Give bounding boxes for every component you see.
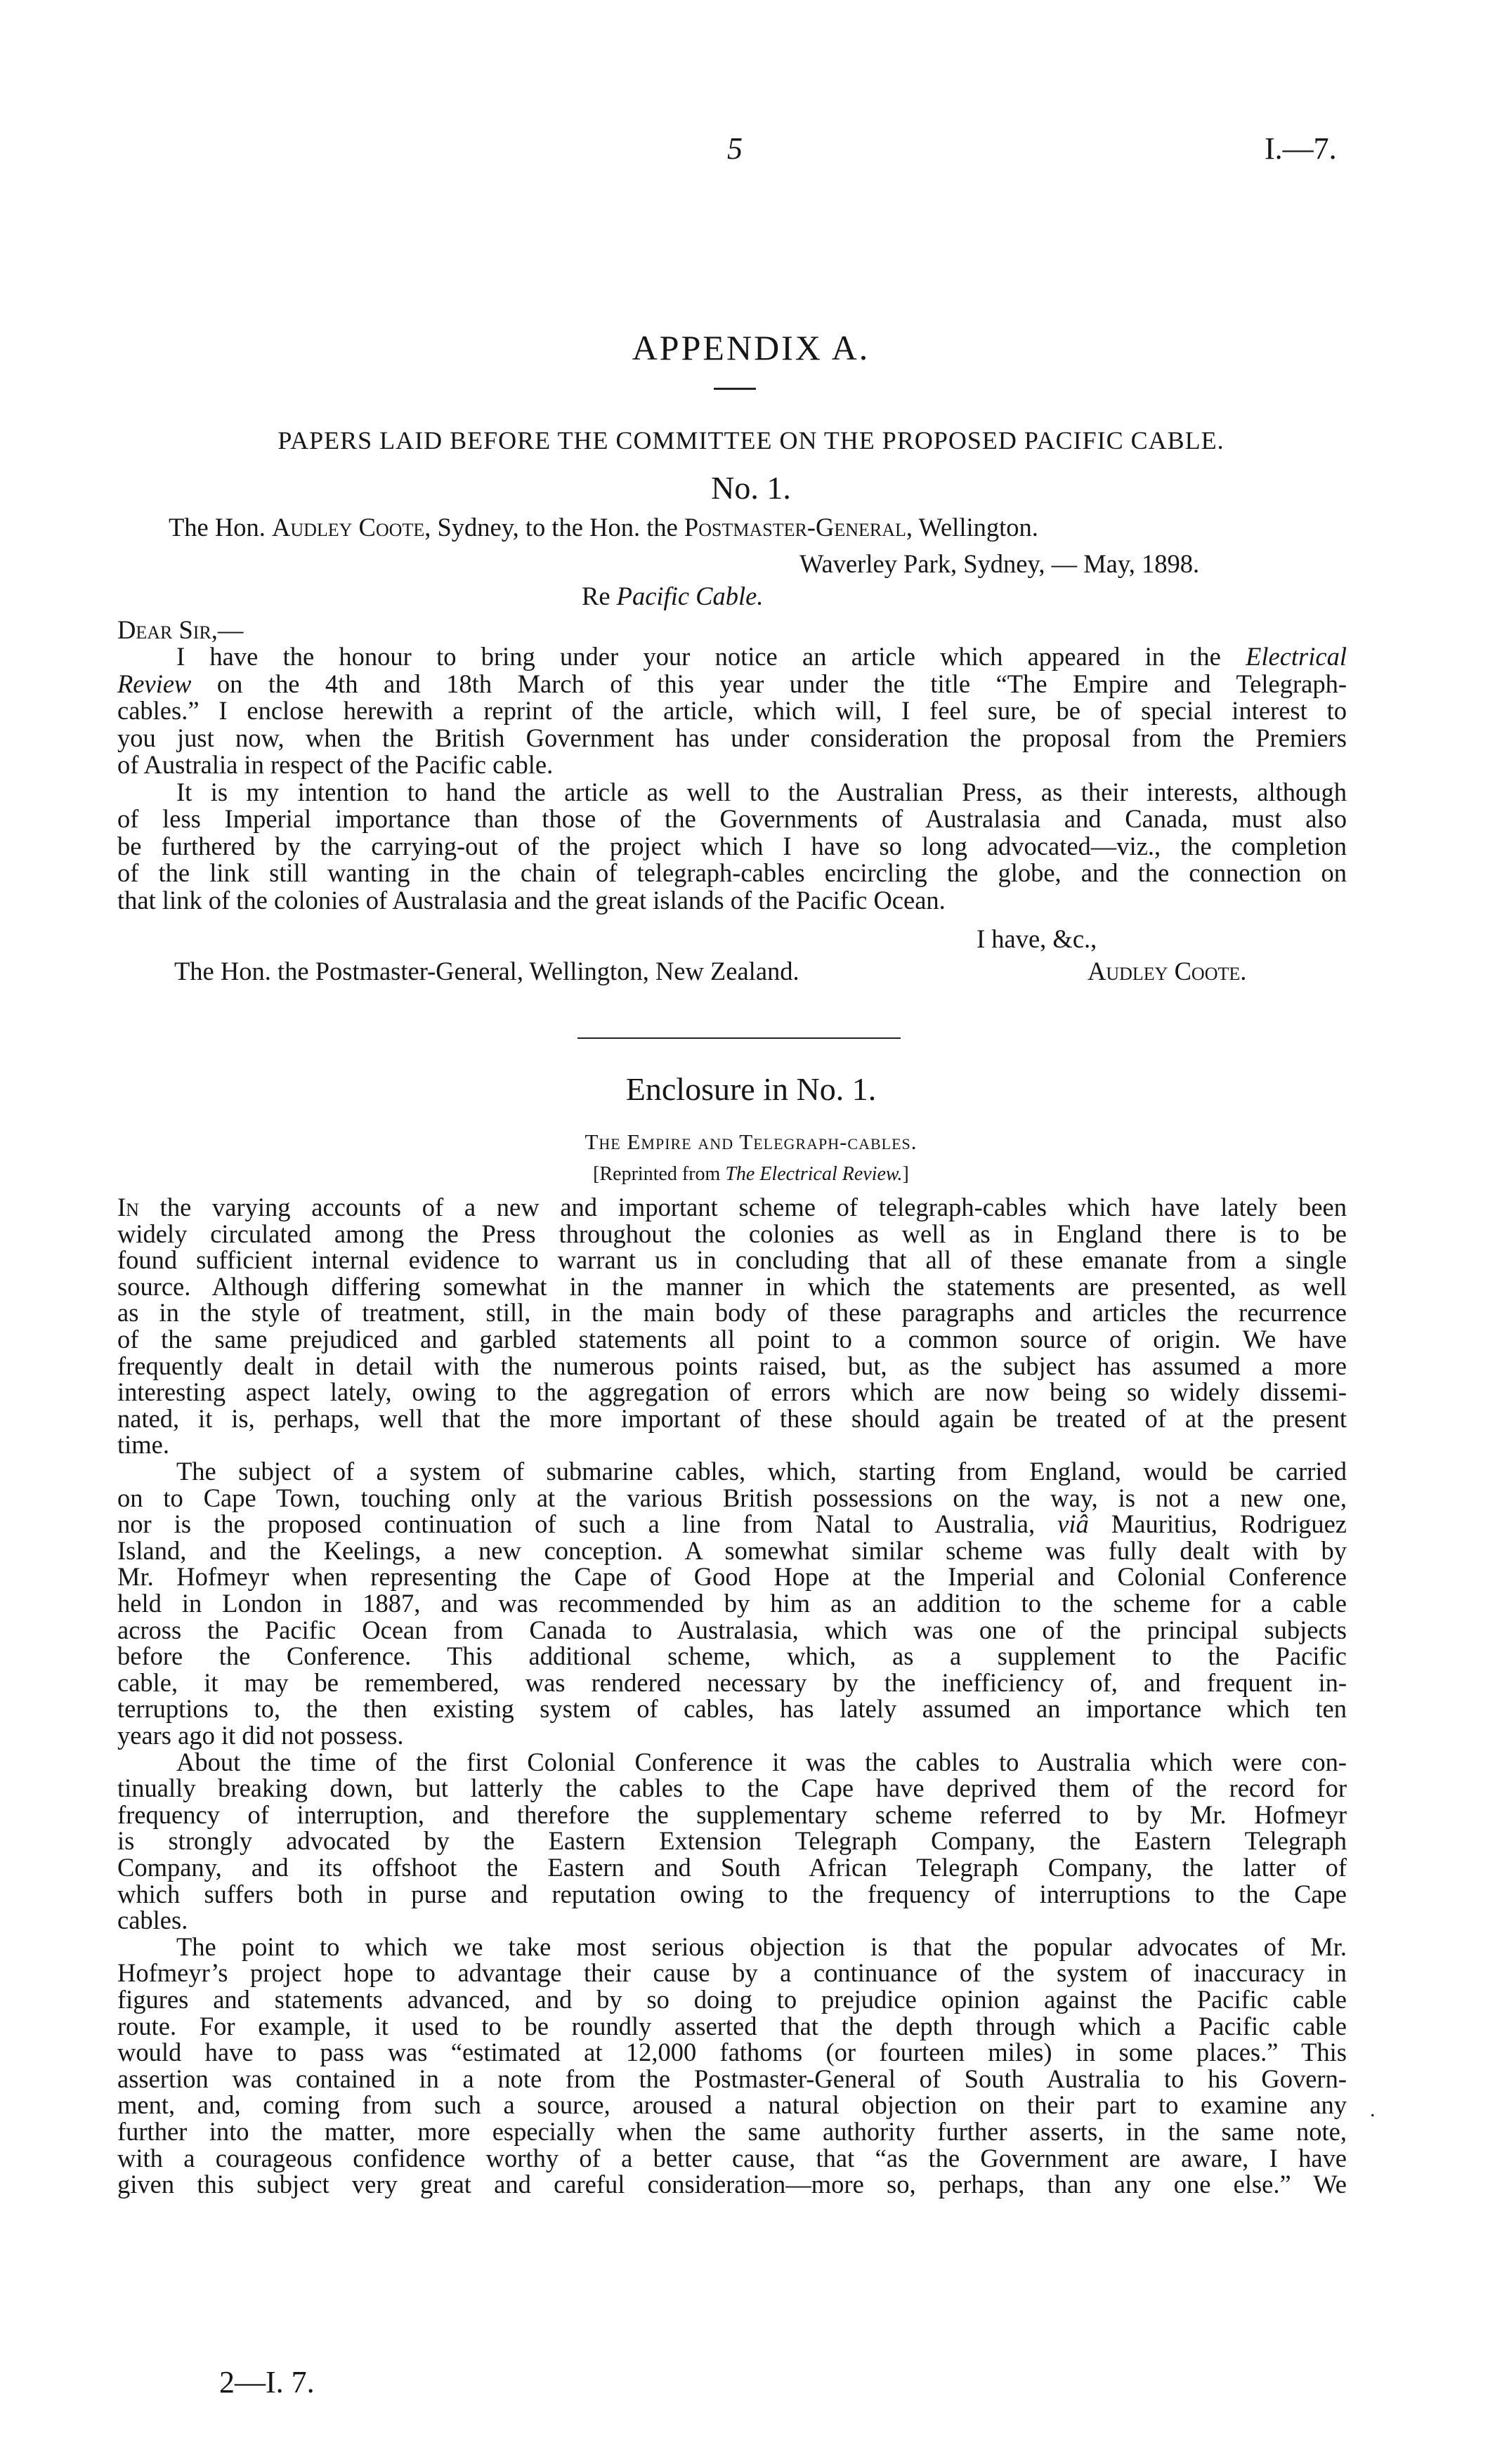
article-title: The Empire and Telegraph-cables. xyxy=(585,1129,917,1154)
article-line: source. Although differing somewhat in the manner in which the statements are presented, as well xyxy=(117,1271,1347,1301)
page-number: 5 xyxy=(727,131,743,166)
letter-line: of Australia in respect of the Pacific cable. xyxy=(117,750,554,779)
title-rule xyxy=(714,388,756,390)
letter-line: cables.” I enclose herewith a reprint of the article, which will, I feel sure, be of special interest to xyxy=(117,696,1347,725)
letter-number: No. 1. xyxy=(711,470,791,506)
article-line: of the same prejudiced and garbled statements all point to a common source of origin. We have xyxy=(117,1325,1347,1354)
article-line: time. xyxy=(117,1430,169,1460)
reprint-note: [Reprinted from The Electrical Review.] xyxy=(593,1163,909,1185)
letter-from-line: The Hon. Audley Coote, Sydney, to the Hon. the Postmaster-General, Wellington. xyxy=(169,513,1038,542)
article-line: nated, it is, perhaps, well that the more important of these should again be treated of at the present xyxy=(117,1403,1347,1433)
article-line: terruptions to, the then existing system of cables, has lately assumed an importance which ten xyxy=(117,1694,1347,1724)
article-line: The point to which we take most serious objection is that the popular advocates of Mr. xyxy=(176,1932,1347,1961)
article-line: Company, and its offshoot the Eastern and South African Telegraph Company, the latter of xyxy=(117,1853,1347,1882)
article-line: is strongly advocated by the Eastern Extension Telegraph Company, the Eastern Telegraph xyxy=(117,1826,1347,1856)
letter-line: be furthered by the carrying-out of the project which I have so long advocated—viz., the completion xyxy=(117,831,1347,860)
article-line: interesting aspect lately, owing to the aggregation of errors which are now being so widely dissemi- xyxy=(117,1377,1347,1407)
article-line: as in the style of treatment, still, in the main body of these paragraphs and articles the recurrence xyxy=(117,1298,1347,1328)
article-line: before the Conference. This additional scheme, which, as a supplement to the Pacific xyxy=(117,1641,1347,1671)
section-rule xyxy=(577,1037,901,1039)
letter-line: I have the honour to bring under your notice an article which appeared in the Electrical xyxy=(176,642,1347,671)
article-line: cable, it may be remembered, was rendered necessary by the inefficiency of, and frequent in- xyxy=(117,1667,1347,1697)
sender-name: Audley Coote xyxy=(271,513,425,542)
letter-subject: Re Pacific Cable. xyxy=(582,582,764,610)
article-line: tinually breaking down, but latterly the cables to the Cape have deprived them of the record for xyxy=(117,1774,1347,1803)
article-line: nor is the proposed continuation of such a line from Natal to Australia, viâ Mauritius, Rodriguez xyxy=(117,1509,1347,1539)
papers-heading: PAPERS LAID BEFORE THE COMMITTEE ON THE PROPOSED PACIFIC CABLE. xyxy=(277,426,1225,454)
article-line: on to Cape Town, touching only at the various British possessions on the way, is not a new one, xyxy=(117,1483,1347,1512)
article-line: Hofmeyr’s project hope to advantage their cause by a continuance of the system of inaccuracy in xyxy=(117,1958,1347,1988)
article-line: route. For example, it used to be roundly asserted that the depth through which a Pacific cable xyxy=(117,2011,1347,2040)
article-line: frequently dealt in detail with the numerous points raised, but, as the subject has assumed a more xyxy=(117,1351,1347,1380)
signature-mark: 2—I. 7. xyxy=(219,2365,315,2399)
article-line: widely circulated among the Press throughout the colonies as well as in England there is to be xyxy=(117,1219,1347,1248)
enclosure-title: Enclosure in No. 1. xyxy=(625,1071,877,1107)
recipient-name: Postmaster-General xyxy=(684,513,906,542)
article-line: The subject of a system of submarine cables, which, starting from England, would be carried xyxy=(176,1457,1347,1486)
article-line: assertion was contained in a note from the Postmaster-General of South Australia to his Govern- xyxy=(117,2064,1347,2093)
article-line: figures and statements advanced, and by so doing to prejudice opinion against the Pacific cable xyxy=(117,1985,1347,2014)
article-line: frequency of interruption, and therefore the supplementary scheme referred to by Mr. Hofmeyr xyxy=(117,1800,1347,1829)
article-line: Island, and the Keelings, a new conception. A somewhat similar scheme was fully dealt with by xyxy=(117,1535,1347,1565)
article-line: About the time of the first Colonial Conference it was the cables to Australia which were con- xyxy=(176,1747,1347,1776)
series-number: I.—7. xyxy=(1265,131,1337,166)
article-line: ment, and, coming from such a source, aroused a natural objection on their part to examine any xyxy=(117,2090,1347,2120)
letter-addressee: The Hon. the Postmaster-General, Wellington, New Zealand. xyxy=(174,957,799,985)
article-line: years ago it did not possess. xyxy=(117,1721,404,1750)
article-line: In the varying accounts of a new and important scheme of telegraph-cables which have lately been xyxy=(117,1193,1347,1221)
article-line: found sufficient internal evidence to warrant us in concluding that all of these emanate from a single xyxy=(117,1245,1347,1275)
article-line: further into the matter, more especially when the same authority further asserts, in the same note, xyxy=(117,2117,1347,2146)
letter-line: Review on the 4th and 18th March of this year under the title “The Empire and Telegraph- xyxy=(117,669,1347,698)
appendix-title: APPENDIX A. xyxy=(632,328,870,367)
letter-line: of less Imperial importance than those of the Governments of Australasia and Canada, must also xyxy=(117,804,1347,833)
letter-salutation: Dear Sir,— xyxy=(117,615,244,644)
letter-address: Waverley Park, Sydney, — May, 1898. xyxy=(799,549,1200,578)
article-line: Mr. Hofmeyr when representing the Cape of Good Hope at the Imperial and Colonial Conference xyxy=(117,1562,1347,1592)
article-line: held in London in 1887, and was recommended by him as an addition to the scheme for a cable xyxy=(117,1589,1347,1618)
article-line: across the Pacific Ocean from Canada to Australasia, which was one of the principal subjects xyxy=(117,1615,1347,1644)
letter-line: It is my intention to hand the article as well to the Australian Press, as their interests, although xyxy=(176,777,1347,806)
article-line: given this subject very great and careful consideration—more so, perhaps, than any one else.” We xyxy=(117,2170,1347,2199)
margin-mark: . xyxy=(1370,2098,1376,2121)
article-line: would have to pass was “estimated at 12,000 fathoms (or fourteen miles) in some places.” This xyxy=(117,2038,1347,2067)
article-line: cables. xyxy=(117,1906,188,1935)
letter-line: that link of the colonies of Australasia and the great islands of the Pacific Ocean. xyxy=(117,885,946,915)
letter-line: you just now, when the British Government has under consideration the proposal from the Premiers xyxy=(117,723,1347,752)
article-line: which suffers both in purse and reputation owing to the frequency of interruptions to the Cape xyxy=(117,1879,1347,1908)
letter-closing: I have, &c., xyxy=(977,924,1097,953)
letter-line: of the link still wanting in the chain of telegraph-cables encircling the globe, and the connection on xyxy=(117,858,1347,887)
letter-signature: Audley Coote. xyxy=(1088,957,1247,985)
article-line: with a courageous confidence worthy of a better cause, that “as the Government are aware, I have xyxy=(117,2143,1347,2173)
